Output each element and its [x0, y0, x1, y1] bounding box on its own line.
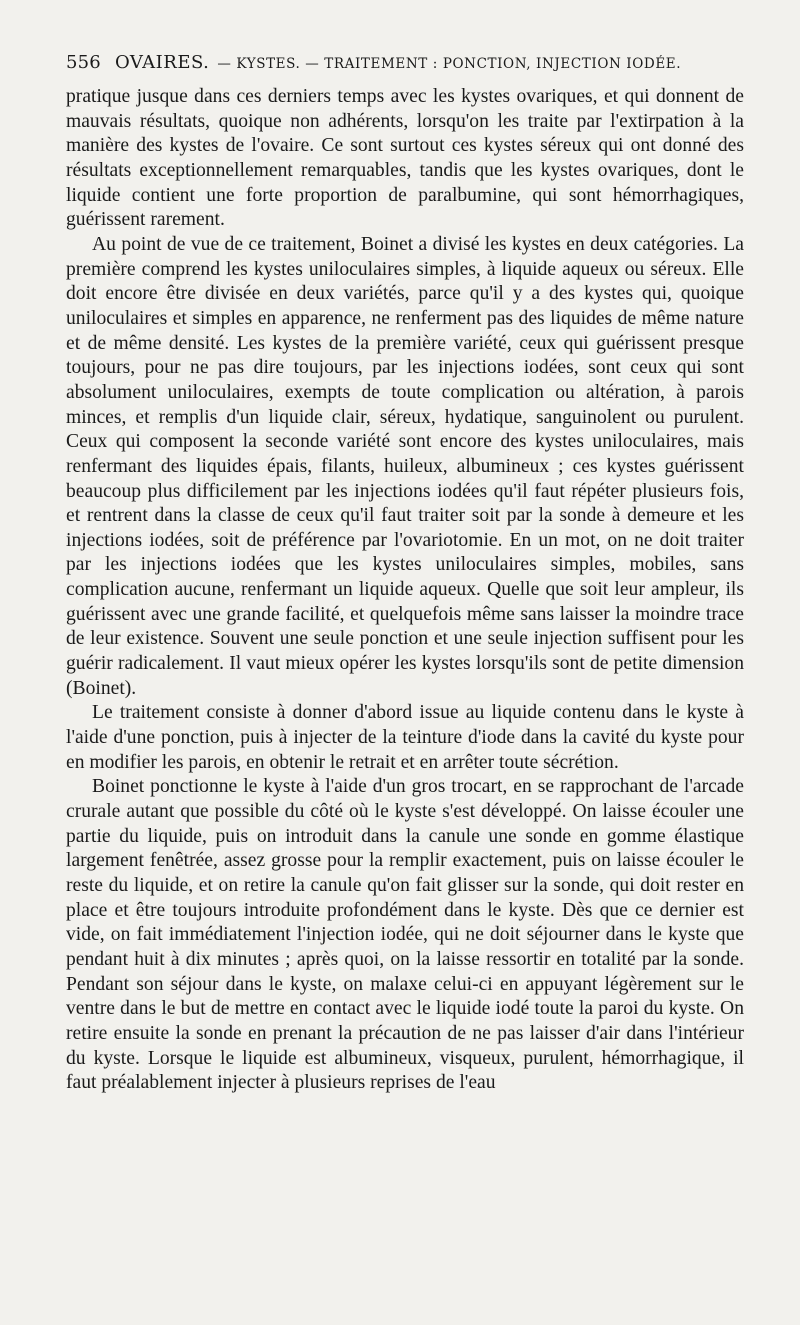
paragraph-categories: Au point de vue de ce traitement, Boinet a divisé les kystes en deux catégories. La première comprend les kystes uniloculaires simples, à liquide aqueux ou séreux. Elle doit encore être divisée en deux variétés, parce qu'il y a des kystes qui, quoique uniloculaires et simples en apparence, ne renferment pas des liquides de même nature et de même densité. Les kystes de la première variété, ceux qui guérissent presque toujours, pour ne pas dire toujours, par les injections iodées, sont ceux qui sont absolument uniloculaires, exempts de toute complication ou altération, à parois minces, et remplis d'un liquide clair, séreux, hydatique, sanguinolent ou purulent. Ceux qui composent la seconde variété sont encore des kystes uniloculaires, mais renfermant des liquides épais, filants, huileux, albumineux ; ces kystes guérissent beaucoup plus difficilement par les injections iodées qu'il faut répéter plusieurs fois, et rentrent dans la classe de ceux qu'il faut traiter soit par la sonde à demeure et les injections iodées, soit de préférence par l'ovariotomie. En un mot, on ne doit traiter par les injections iodées que les kystes uniloculaires simples, mobiles, sans complication aucune, renfermant un liquide aqueux. Quelle que soit leur ampleur, ils guérissent avec une grande facilité, et quelquefois même sans laisser la moindre trace de leur existence. Souvent une seule ponction et une seule injection suffisent pour les guérir radicalement. Il vaut mieux opérer les kystes lorsqu'ils sont de petite dimension (Boinet).: [66, 233, 744, 699]
chapter-title: OVAIRES.: [114, 52, 210, 73]
running-head: [66, 52, 744, 73]
paragraph-treatment: Le traitement consiste à donner d'abord issue au liquide contenu dans le kyste à l'aide d'une ponction, puis à injecter de la teinture d'iode dans la cavité du kyste pour en modifier les parois, en obtenir le retrait et en arrêter toute sécrétion.: [66, 702, 744, 773]
paragraph-procedure: Boinet ponctionne le kyste à l'aide d'un gros trocart, en se rapprochant de l'arcade crurale autant que possible du côté où le kyste s'est développé. On laisse écouler une partie du liquide, puis on introduit dans la canule une sonde en gomme élastique largement fenêtrée, assez grosse pour la remplir exactement, puis on laisse écouler le reste du liquide, et on retire la canule qu'on fait glisser sur la sonde, qui doit rester en place et être toujours introduite profondément dans le kyste. Dès que ce dernier est vide, on fait immédiatement l'injection iodée, qui ne doit séjourner dans le kyste que pendant huit à dix minutes ; après quoi, on la laisse ressortir en totalité par la sonde. Pendant son séjour dans le kyste, on malaxe celui-ci en appuyant légèrement sur le ventre dans le but de mettre en contact avec le liquide iodé toute la paroi du kyste. On retire ensuite la sonde en prenant la précaution de ne pas laisser d'air dans l'intérieur du kyste. Lorsque le liquide est albumineux, visqueux, purulent, hémorrhagique, il faut préalablement injecter à plusieurs reprises de l'eau: [66, 776, 744, 1094]
paragraph-continuation: pratique jusque dans ces derniers temps avec les kystes ovariques, et qui donnent de mauvais résultats, quoique non adhérents, lorsqu'on les traite par l'extirpation à la manière des kystes de l'ovaire. Ce sont surtout ces kystes séreux qui ont donné des résultats exceptionnellement remarquables, tandis que les kystes ovariques, dont le liquide contient une forte proportion de paralbumine, qui sont hémorrhagiques, guérissent rarement.: [66, 86, 744, 231]
body-text: [66, 85, 744, 1096]
section-title: — KYSTES. — TRAITEMENT : PONCTION, INJECTION IODÉE.: [217, 56, 682, 72]
page-number: 556: [66, 52, 101, 73]
